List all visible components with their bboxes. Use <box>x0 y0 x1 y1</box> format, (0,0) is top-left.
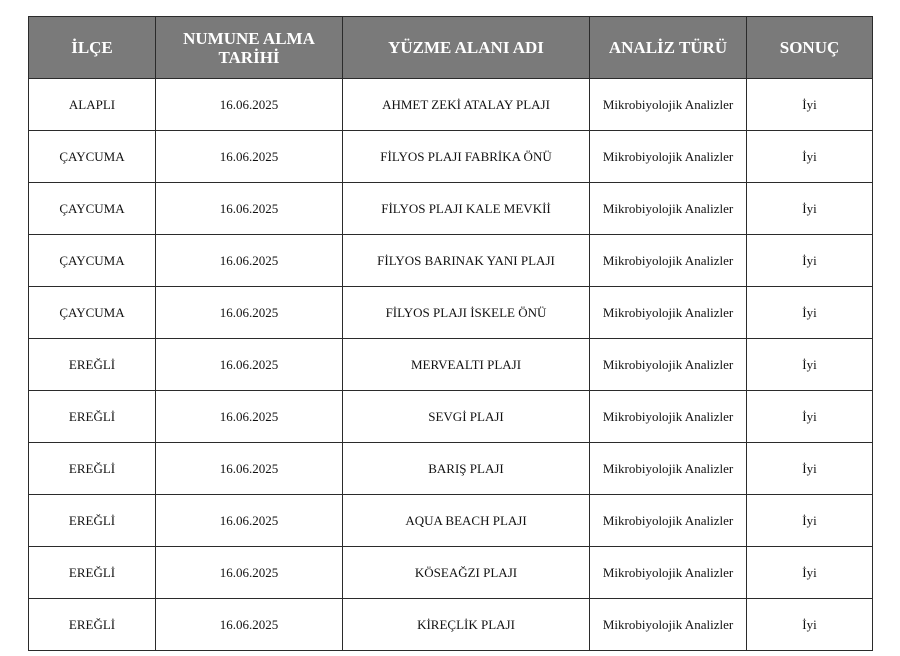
header-row <box>29 17 873 79</box>
cell-analysis-type: Mikrobiyolojik Analizler <box>590 599 747 651</box>
document-page <box>28 16 873 651</box>
cell-swim-area: MERVEALTI PLAJI <box>343 339 590 391</box>
cell-swim-area: BARIŞ PLAJI <box>343 443 590 495</box>
cell-result: İyi <box>747 443 873 495</box>
table-row <box>29 131 873 183</box>
table-row <box>29 547 873 599</box>
header-result: SONUÇ <box>747 17 873 79</box>
cell-district: EREĞLİ <box>29 443 156 495</box>
cell-swim-area: SEVGİ PLAJI <box>343 391 590 443</box>
cell-result: İyi <box>747 339 873 391</box>
cell-district: EREĞLİ <box>29 391 156 443</box>
cell-analysis-type: Mikrobiyolojik Analizler <box>590 79 747 131</box>
cell-swim-area: KİREÇLİK PLAJI <box>343 599 590 651</box>
header-swim-area: YÜZME ALANI ADI <box>343 17 590 79</box>
header-analysis-type: ANALİZ TÜRÜ <box>590 17 747 79</box>
header-sample-date-line1: NUMUNE ALMA <box>183 28 315 48</box>
cell-swim-area: AQUA BEACH PLAJI <box>343 495 590 547</box>
cell-swim-area: FİLYOS BARINAK YANI PLAJI <box>343 235 590 287</box>
cell-sample-date: 16.06.2025 <box>156 495 343 547</box>
table-row <box>29 235 873 287</box>
table-header <box>29 17 873 79</box>
cell-analysis-type: Mikrobiyolojik Analizler <box>590 131 747 183</box>
cell-swim-area: FİLYOS PLAJI İSKELE ÖNÜ <box>343 287 590 339</box>
cell-sample-date: 16.06.2025 <box>156 599 343 651</box>
cell-district: EREĞLİ <box>29 599 156 651</box>
cell-district: ÇAYCUMA <box>29 287 156 339</box>
cell-result: İyi <box>747 391 873 443</box>
cell-result: İyi <box>747 599 873 651</box>
table-row <box>29 443 873 495</box>
cell-analysis-type: Mikrobiyolojik Analizler <box>590 495 747 547</box>
water-quality-table <box>28 16 873 651</box>
cell-result: İyi <box>747 547 873 599</box>
cell-sample-date: 16.06.2025 <box>156 339 343 391</box>
cell-result: İyi <box>747 131 873 183</box>
cell-analysis-type: Mikrobiyolojik Analizler <box>590 443 747 495</box>
cell-analysis-type: Mikrobiyolojik Analizler <box>590 287 747 339</box>
cell-district: EREĞLİ <box>29 339 156 391</box>
cell-sample-date: 16.06.2025 <box>156 131 343 183</box>
table-body <box>29 79 873 651</box>
cell-district: ÇAYCUMA <box>29 183 156 235</box>
cell-sample-date: 16.06.2025 <box>156 547 343 599</box>
cell-swim-area: FİLYOS PLAJI FABRİKA ÖNÜ <box>343 131 590 183</box>
cell-swim-area: FİLYOS PLAJI KALE MEVKİİ <box>343 183 590 235</box>
cell-analysis-type: Mikrobiyolojik Analizler <box>590 339 747 391</box>
header-district: İLÇE <box>29 17 156 79</box>
cell-result: İyi <box>747 287 873 339</box>
cell-analysis-type: Mikrobiyolojik Analizler <box>590 391 747 443</box>
cell-sample-date: 16.06.2025 <box>156 287 343 339</box>
cell-district: ÇAYCUMA <box>29 235 156 287</box>
cell-result: İyi <box>747 235 873 287</box>
cell-sample-date: 16.06.2025 <box>156 79 343 131</box>
table-row <box>29 79 873 131</box>
cell-district: EREĞLİ <box>29 547 156 599</box>
cell-result: İyi <box>747 183 873 235</box>
header-sample-date <box>156 17 343 79</box>
cell-district: ÇAYCUMA <box>29 131 156 183</box>
cell-analysis-type: Mikrobiyolojik Analizler <box>590 547 747 599</box>
table-row <box>29 391 873 443</box>
cell-analysis-type: Mikrobiyolojik Analizler <box>590 235 747 287</box>
table-row <box>29 599 873 651</box>
cell-swim-area: AHMET ZEKİ ATALAY PLAJI <box>343 79 590 131</box>
cell-result: İyi <box>747 495 873 547</box>
table-row <box>29 287 873 339</box>
header-sample-date-line2: TARİHİ <box>218 47 280 67</box>
table-row <box>29 183 873 235</box>
table-row <box>29 495 873 547</box>
table-row <box>29 339 873 391</box>
cell-result: İyi <box>747 79 873 131</box>
cell-sample-date: 16.06.2025 <box>156 443 343 495</box>
cell-analysis-type: Mikrobiyolojik Analizler <box>590 183 747 235</box>
cell-sample-date: 16.06.2025 <box>156 391 343 443</box>
cell-sample-date: 16.06.2025 <box>156 183 343 235</box>
cell-swim-area: KÖSEAĞZI PLAJI <box>343 547 590 599</box>
cell-sample-date: 16.06.2025 <box>156 235 343 287</box>
cell-district: EREĞLİ <box>29 495 156 547</box>
cell-district: ALAPLI <box>29 79 156 131</box>
